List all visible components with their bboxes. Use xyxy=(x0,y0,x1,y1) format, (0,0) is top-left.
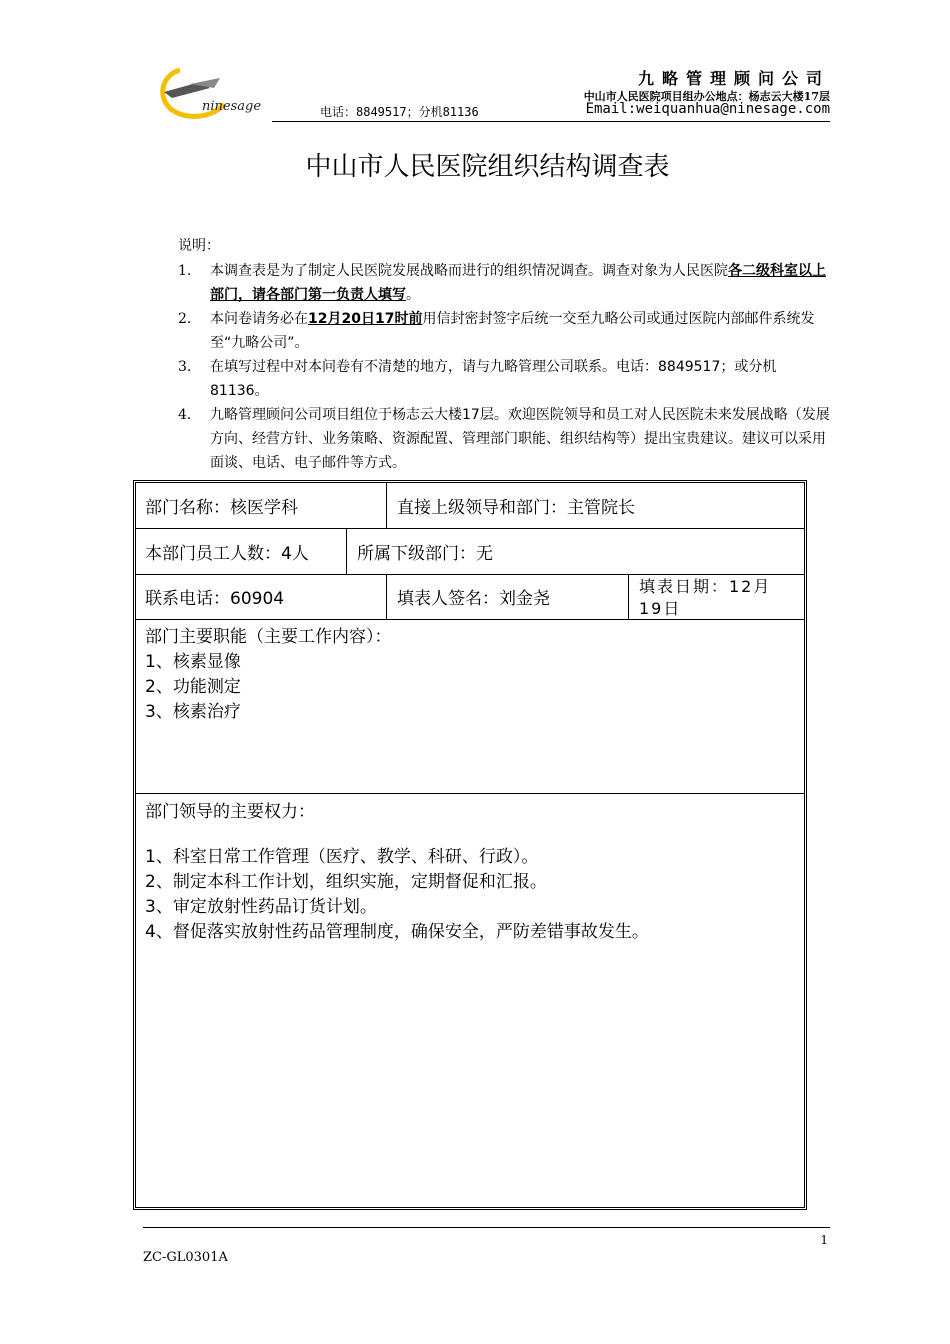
survey-form xyxy=(133,480,807,1210)
subordinate-field[interactable]: 所属下级部门：无 xyxy=(357,543,493,564)
header-divider xyxy=(272,121,830,122)
cell-divider xyxy=(386,483,387,528)
item-text: 本问卷请务必在 xyxy=(210,311,308,327)
item-text: 在填写过程中对本问卷有不清楚的地方，请与九略管理公司联系。电话：8849517；或分机81136。 xyxy=(210,359,777,399)
logo-text: ninesage xyxy=(202,99,262,114)
item-number: 3. xyxy=(178,359,192,375)
document-id: ZC-GL0301A xyxy=(143,1250,228,1265)
instruction-item xyxy=(178,355,833,403)
powers-section[interactable] xyxy=(136,794,804,1207)
item-text: 九略管理顾问公司项目组位于杨志云大楼17层。欢迎医院领导和员工对人民医院未来发展战略（发展方向、经营方针、业务策略、资源配置、管理部门职能、组织结构等）提出宝贵建议。建议可以采用面谈、电话、电子邮件等方式。 xyxy=(210,407,830,471)
power-item: 2、制定本科工作计划，组织实施，定期督促和汇报。 xyxy=(145,872,547,892)
power-item: 4、督促落实放射性药品管理制度，确保安全，严防差错事故发生。 xyxy=(145,922,649,942)
item-text-tail: 用信封密封签字后统一交至九略公司或通过医院内部邮件系统发至“九略公司”。 xyxy=(210,311,815,351)
item-deadline: 12月20日17时前 xyxy=(308,311,423,327)
instruction-item xyxy=(178,307,833,355)
instructions-label: 说明： xyxy=(178,238,220,254)
cell-divider xyxy=(628,574,629,619)
item-number: 1. xyxy=(178,263,192,279)
header-phone: 电话：8849517；分机81136 xyxy=(320,105,479,119)
staff-count-field[interactable]: 本部门员工人数：4人 xyxy=(145,543,309,564)
page-title: 中山市人民医院组织结构调查表 xyxy=(305,152,670,182)
function-item: 2、功能测定 xyxy=(145,677,241,697)
cell-divider xyxy=(386,574,387,619)
item-text-tail: 。 xyxy=(406,287,420,303)
contact-phone-field[interactable]: 联系电话：60904 xyxy=(145,589,285,609)
spacer xyxy=(145,825,795,845)
item-text: 本调查表是为了制定人民医院发展战略而进行的组织情况调查。调查对象为人民医院 xyxy=(210,263,728,279)
functions-label: 部门主要职能（主要工作内容）： xyxy=(145,627,392,647)
item-number: 4. xyxy=(178,407,192,423)
functions-section[interactable] xyxy=(136,619,804,794)
cell-divider xyxy=(346,528,347,574)
dept-name-field[interactable]: 部门名称：核医学科 xyxy=(145,498,298,518)
signer-field[interactable]: 填表人签名：刘金尧 xyxy=(397,589,550,609)
power-item: 3、审定放射性药品订货计划。 xyxy=(145,897,377,917)
powers-label: 部门领导的主要权力： xyxy=(145,802,315,822)
form-row-staff xyxy=(136,528,804,575)
function-item: 1、核素显像 xyxy=(145,652,241,672)
function-item: 3、核素治疗 xyxy=(145,702,241,722)
item-number: 2. xyxy=(178,311,192,327)
item-emphasis: 各二级科室以上部门，请各部门第一负责人填写 xyxy=(210,263,826,303)
fill-date-field[interactable]: 填表日期：12月19日 xyxy=(639,577,772,618)
power-item: 1、科室日常工作管理（医疗、教学、科研、行政）。 xyxy=(145,847,539,867)
footer-divider xyxy=(143,1227,830,1228)
instructions xyxy=(178,234,833,475)
page-number: 1 xyxy=(820,1233,828,1247)
form-row-contact xyxy=(136,574,804,620)
office-address: 中山市人民医院项目组办公地点：杨志云大楼17层 xyxy=(583,90,830,103)
instruction-item xyxy=(178,259,833,307)
instruction-item xyxy=(178,403,833,475)
company-name: 九略管理顾问公司 xyxy=(637,69,830,88)
superior-field[interactable]: 直接上级领导和部门：主管院长 xyxy=(397,498,635,518)
form-row-dept xyxy=(136,483,804,529)
header-email: Email:weiquanhua@ninesage.com xyxy=(585,101,830,117)
company-logo xyxy=(150,58,270,128)
